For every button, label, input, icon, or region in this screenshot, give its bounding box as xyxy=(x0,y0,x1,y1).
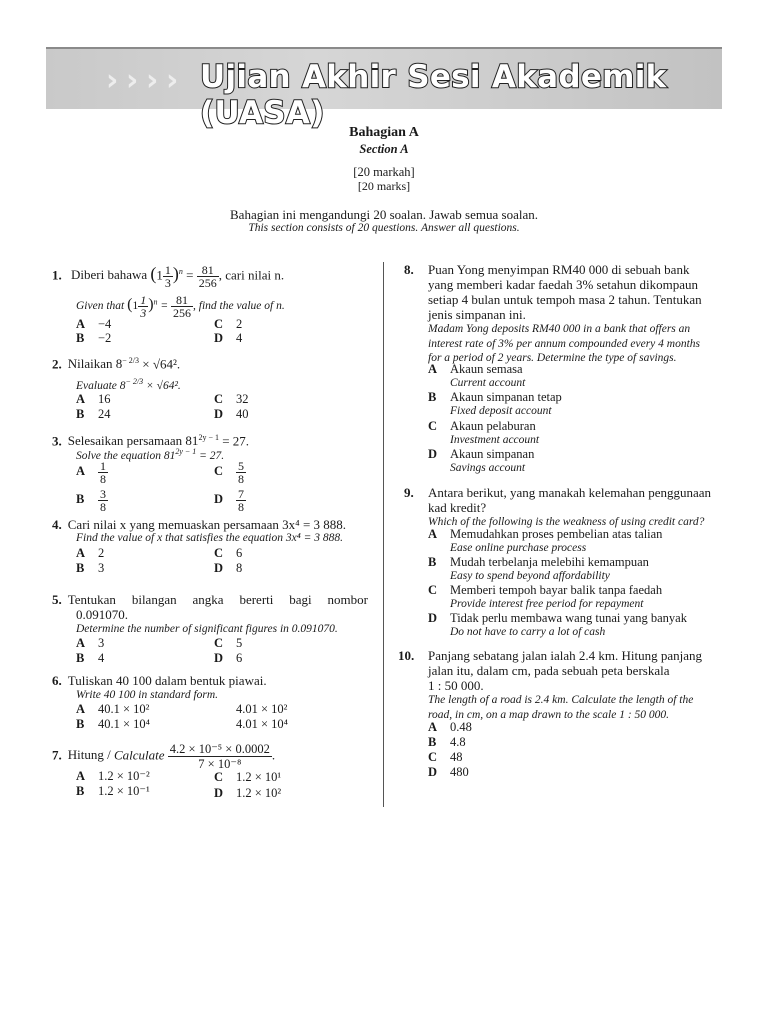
question-4: 4. Cari nilai x yang memuaskan persamaan 3x⁴ = 3 888. xyxy=(52,517,347,532)
banner-title: Ujian Akhir Sesi Akademik (UASA) xyxy=(200,59,667,131)
option[interactable]: A −4 xyxy=(76,317,112,331)
option[interactable]: A 0.48 xyxy=(428,720,472,734)
question-3: 3. Selesaikan persamaan $81^{2y - 1} = 27$. xyxy=(52,433,250,449)
chevron-decor-icon: › xyxy=(166,63,179,98)
option[interactable]: B 4.8 xyxy=(428,735,466,749)
option[interactable]: D 40 xyxy=(214,407,249,421)
question-8: 8. Puan Yong menyimpan RM40 000 di sebuah bank yang memberi kadar faedah 3% setahun dikompaun setiap 4 bulan untuk tempoh masa 2 tahun. Tentukan jenis simpanan ini. Madam Yong deposits RM40 000 in a bank that offers an interest rate of 3% per annum compounded every 4 months for a period of 2 years. Determine the type of savings. xyxy=(404,262,702,364)
option[interactable]: 4.01 × 10⁴ xyxy=(236,717,289,731)
option[interactable]: B −2 xyxy=(76,331,112,345)
option[interactable]: D 1.2 × 10² xyxy=(214,786,282,800)
option[interactable]: A 3 xyxy=(76,636,105,650)
question-1-en: Given that (1 $\frac{1}{3}$ )$^n$ = $\frac{81}{256}$ , find the value of n. xyxy=(76,293,285,320)
option[interactable]: B 3 xyxy=(76,561,105,575)
option[interactable]: C 5 xyxy=(214,636,243,650)
option[interactable]: D 8 xyxy=(214,561,243,575)
instructions-ms: Bahagian ini mengandungi 20 soalan. Jawab semua soalan. xyxy=(230,207,538,222)
option[interactable]: C 32 xyxy=(214,392,249,406)
instructions-en: This section consists of 20 questions. Answer all questions. xyxy=(248,222,520,234)
option[interactable]: C Memberi tempoh bayar balik tanpa faedah Provide interest free period for repayment xyxy=(428,583,663,610)
question-6: 6. Tuliskan 40 100 dalam bentuk piawai. xyxy=(52,673,267,688)
option[interactable]: A 2 xyxy=(76,546,105,560)
option[interactable]: A Akaun semasa Current account xyxy=(428,362,526,389)
question-2-en: Evaluate $8^{- 2/3} \times √64^2$. xyxy=(76,377,181,392)
option[interactable]: D 480 xyxy=(428,765,469,779)
title-banner xyxy=(46,47,722,131)
section-title-en: Section A xyxy=(359,142,409,156)
question-6-en: Write 40 100 in standard form. xyxy=(76,689,219,701)
option[interactable]: C 1.2 × 10¹ xyxy=(214,770,282,784)
option[interactable]: A 40.1 × 10² xyxy=(76,702,150,716)
option[interactable]: C 6 xyxy=(214,546,243,560)
option[interactable]: A 16 xyxy=(76,392,111,406)
question-4-en: Find the value of x that satisfies the equation 3x⁴ = 3 888. xyxy=(76,532,343,544)
question-5: 5. Tentukan bilangan angka bererti bagi nombor 0.091070. xyxy=(52,592,368,622)
marks-en: [20 marks] xyxy=(357,179,411,193)
option[interactable]: D Akaun simpanan Savings account xyxy=(428,447,535,474)
question-7: 7. Hitung / Calculate $\frac{\text{4.2 × 10⁻⁵ × 0.0002}}{\text{7 × 10⁻⁸}}$ . xyxy=(52,742,276,771)
option[interactable]: A Memudahkan proses pembelian atas talian Ease online purchase process xyxy=(428,527,663,554)
chevron-decor-icon: › xyxy=(126,63,139,98)
option[interactable]: D 4 xyxy=(214,331,243,345)
section-title: Bahagian A xyxy=(349,125,419,140)
question-10: 10. Panjang sebatang jalan ialah 2.4 km. Hitung panjang jalan itu, dalam cm, pada sebuah peta berskala 1 : 50 000. The length of a road is 2.4 km. Calculate the length of the road, in cm, on a map drawn to the scale 1 : 50 000. xyxy=(398,648,703,721)
option[interactable]: B 4 xyxy=(76,651,105,665)
option[interactable]: C Akaun pelaburan Investment account xyxy=(428,419,540,446)
option[interactable]: A 1.2 × 10⁻² xyxy=(76,769,150,783)
marks-ms: [20 markah] xyxy=(353,165,415,179)
question-2: 2. Nilaikan $8^{- 2/3} \times √64^2$. xyxy=(52,356,181,372)
option[interactable]: B $\frac{3}{8}$ xyxy=(76,487,106,514)
column-divider xyxy=(383,262,384,807)
option[interactable]: B 1.2 × 10⁻¹ xyxy=(76,784,150,798)
option[interactable]: A $\frac{1}{8}$ xyxy=(76,459,106,486)
option[interactable]: B Akaun simpanan tetap Fixed deposit account xyxy=(428,390,562,417)
option[interactable]: C 2 xyxy=(214,317,243,331)
option[interactable]: C 48 xyxy=(428,750,463,764)
question-3-en: Solve the equation $81^{2y - 1} = 27$. xyxy=(76,447,225,462)
option[interactable]: D Tidak perlu membawa wang tunai yang banyak Do not have to carry a lot of cash xyxy=(428,611,687,638)
option[interactable]: B 40.1 × 10⁴ xyxy=(76,717,151,731)
chevron-decor-icon: › xyxy=(106,63,119,98)
question-5-en: Determine the number of significant figures in 0.091070. xyxy=(76,623,338,635)
question-1: 1. Diberi bahawa (1 $\frac{1}{3}$ )$^n$ = $\frac{81}{256}$ , cari nilai n. xyxy=(52,263,285,290)
option[interactable]: B 24 xyxy=(76,407,111,421)
question-9: 9. Antara berikut, yang manakah kelemahan penggunaan kad kredit? Which of the following is the weakness of using credit card? xyxy=(404,485,711,528)
option[interactable]: D 6 xyxy=(214,651,243,665)
option[interactable]: 4.01 × 10² xyxy=(236,702,288,716)
option[interactable]: D $\frac{7}{8}$ xyxy=(214,487,244,514)
option[interactable]: B Mudah terbelanja melebihi kemampuan Easy to spend beyond affordability xyxy=(428,555,649,582)
option[interactable]: C $\frac{5}{8}$ xyxy=(214,459,244,486)
chevron-decor-icon: › xyxy=(146,63,159,98)
